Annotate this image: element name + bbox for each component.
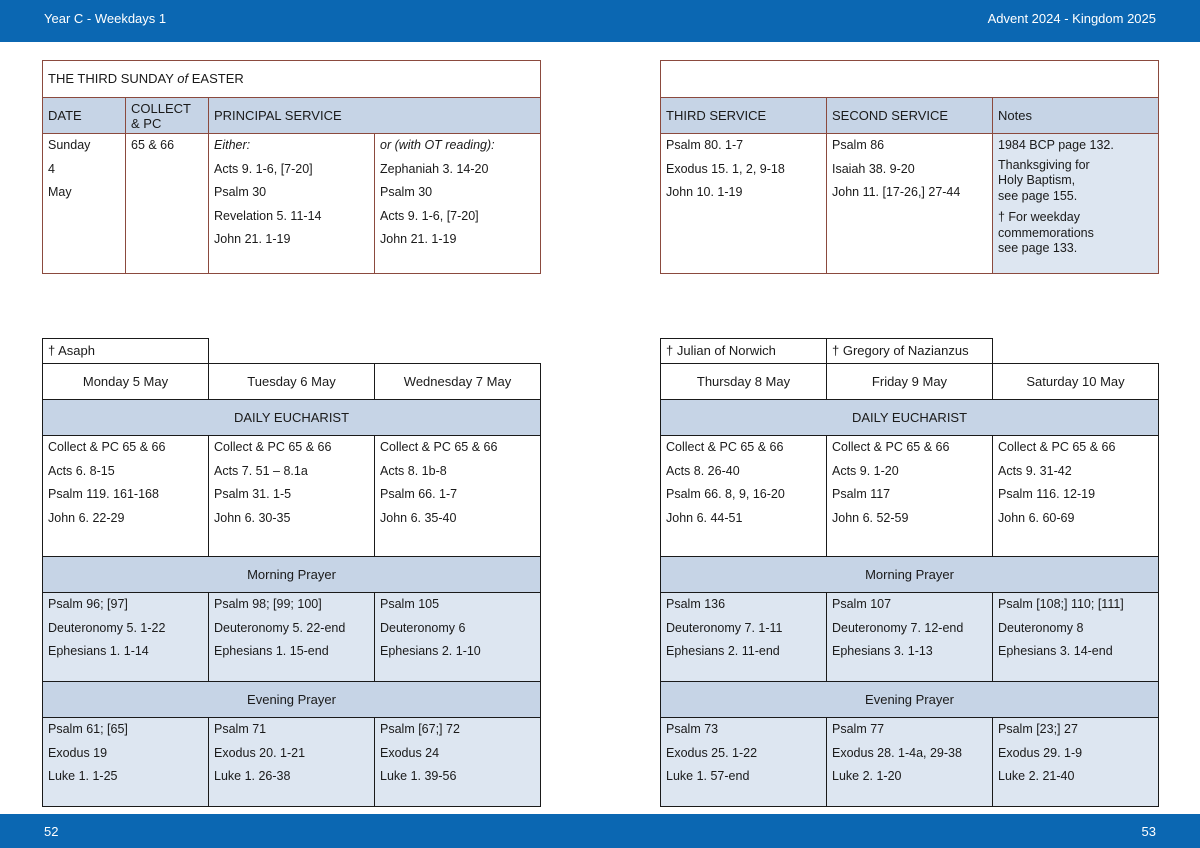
notes-cell [993,134,1159,274]
reading: Psalm 98; [99; 100] [214,597,322,611]
weekday-table-left [42,338,541,807]
reading: Acts 9. 1-6, [7-20] [380,208,479,223]
sunday-title: THE THIRD SUNDAY of EASTER [43,61,541,98]
eucharist-cell [827,436,993,557]
blank-title-row [661,61,1159,98]
reading: Psalm 105 [380,597,440,611]
eucharist-cell [375,436,541,557]
reading: Acts 6. 8-15 [48,463,115,478]
day-header: Monday 5 May [43,364,209,400]
or-label: or (with OT reading): [380,138,495,152]
either-label: Either: [214,138,251,152]
reading: Psalm 119. 161-168 [48,487,159,501]
reading: Psalm 77 [832,722,885,736]
commemoration-tag: † Asaph [43,339,209,364]
commemoration-tag: † Gregory of Nazianzus [827,339,993,364]
reading: Psalm 96; [97] [48,597,128,611]
reading: Collect & PC 65 & 66 [998,440,1116,454]
day-header: Wednesday 7 May [375,364,541,400]
reading: Psalm 66. 1-7 [380,487,458,501]
reading: Exodus 25. 1-22 [666,745,758,760]
reading: Ephesians 3. 1-13 [832,644,933,658]
reading: Exodus 20. 1-21 [214,745,306,760]
or-readings-cell [375,134,541,274]
reading: John 10. 1-19 [666,185,743,199]
header-right-title: Advent 2024 - Kingdom 2025 [987,11,1156,26]
reading: Psalm 117 [832,487,891,501]
reading: Exodus 24 [380,745,440,760]
morning-cell [827,593,993,682]
reading: John 6. 35-40 [380,510,457,525]
reading: Deuteronomy 7. 12-end [832,620,964,635]
reading: Psalm [23;] 27 [998,722,1078,736]
col-date-header: DATE [43,98,126,134]
eucharist-cell [209,436,375,557]
reading: Exodus 28. 1-4a, 29-38 [832,745,962,760]
reading: Ephesians 3. 14-end [998,644,1113,658]
reading: Psalm 30 [214,185,267,199]
reading: Luke 1. 39-56 [380,769,457,783]
reading: Acts 9. 31-42 [998,463,1072,478]
reading: Psalm 30 [380,185,433,199]
sunday-date-cell [43,134,126,274]
morning-prayer-header: Morning Prayer [661,557,1159,593]
evening-cell [827,718,993,807]
reading: Psalm 66. 8, 9, 16-20 [666,487,785,501]
reading: Acts 9. 1-6, [7-20] [214,161,313,176]
sunday-other-services-table [660,60,1159,274]
eucharist-cell [993,436,1159,557]
reading: Exodus 19 [48,745,108,760]
reading: Ephesians 2. 11-end [666,644,780,658]
evening-prayer-header: Evening Prayer [661,682,1159,718]
morning-cell [375,593,541,682]
reading: John 21. 1-19 [214,232,291,246]
reading: John 6. 44-51 [666,510,743,525]
sunday-principal-table [42,60,541,274]
page-number-right: 53 [1141,824,1156,839]
col-notes-header: Notes [993,98,1159,134]
reading: Luke 2. 1-20 [832,769,902,783]
reading: John 6. 52-59 [832,510,909,525]
evening-cell [993,718,1159,807]
commemoration-tag: † Julian of Norwich [661,339,827,364]
reading: Acts 9. 1-20 [832,463,899,478]
weekday-table-right [660,338,1159,807]
second-service-cell [827,134,993,274]
note-line: † For weekday [998,210,1080,224]
reading: Acts 7. 51 – 8.1a [214,463,308,478]
morning-cell [661,593,827,682]
day-header: Friday 9 May [827,364,993,400]
morning-cell [209,593,375,682]
day-header: Tuesday 6 May [209,364,375,400]
eucharist-cell [661,436,827,557]
reading: John 6. 60-69 [998,510,1075,525]
third-service-cell [661,134,827,274]
reading: Ephesians 1. 1-14 [48,644,149,658]
day-header: Saturday 10 May [993,364,1159,400]
reading: Psalm 136 [666,597,726,611]
sunday-collect-cell [126,134,209,274]
reading: John 6. 22-29 [48,510,125,525]
reading: Acts 8. 26-40 [666,463,740,478]
evening-prayer-header: Evening Prayer [43,682,541,718]
reading: Deuteronomy 8 [998,620,1084,635]
reading: Luke 1. 57-end [666,769,750,783]
reading: Ephesians 2. 1-10 [380,644,481,658]
page-number-left: 52 [44,824,59,839]
reading: John 6. 30-35 [214,510,291,525]
reading: Deuteronomy 7. 1-11 [666,620,783,635]
daily-eucharist-header: DAILY EUCHARIST [43,400,541,436]
reading: Deuteronomy 6 [380,620,466,635]
note-line: Holy Baptism, [998,173,1076,187]
note-line: 1984 BCP page 132. [998,138,1114,152]
evening-cell [209,718,375,807]
note-line: see page 133. [998,241,1078,255]
reading: Psalm 107 [832,597,892,611]
evening-cell [375,718,541,807]
date-line: Sunday [48,138,91,152]
reading: Ephesians 1. 15-end [214,644,329,658]
reading: Psalm 86 [832,138,885,152]
daily-eucharist-header: DAILY EUCHARIST [661,400,1159,436]
morning-prayer-header: Morning Prayer [43,557,541,593]
note-line: commemorations [998,225,1094,240]
reading: Psalm 71 [214,722,267,736]
page-footer-band [0,814,1200,848]
morning-cell [43,593,209,682]
reading: Luke 1. 26-38 [214,769,291,783]
reading: John 11. [17-26,] 27-44 [832,185,961,199]
either-readings-cell [209,134,375,274]
reading: Psalm 61; [65] [48,722,128,736]
reading: Collect & PC 65 & 66 [380,440,498,454]
reading: Luke 1. 1-25 [48,769,118,783]
morning-cell [993,593,1159,682]
reading: John 21. 1-19 [380,232,457,246]
reading: Collect & PC 65 & 66 [214,440,332,454]
reading: Isaiah 38. 9-20 [832,161,915,176]
col-collect-header: COLLECT & PC [126,98,209,134]
col-principal-header: PRINCIPAL SERVICE [209,98,541,134]
reading: Luke 2. 21-40 [998,769,1075,783]
evening-cell [43,718,209,807]
reading: Psalm [108;] 110; [111] [998,597,1124,611]
reading: Psalm 73 [666,722,719,736]
reading: Psalm 80. 1-7 [666,138,744,152]
date-line: May [48,185,72,199]
reading: Psalm 116. 12-19 [998,487,1096,501]
header-left-title: Year C - Weekdays 1 [44,11,167,26]
collect-value: 65 & 66 [131,138,175,152]
note-line: Thanksgiving for [998,157,1090,172]
reading: Revelation 5. 11-14 [214,208,322,223]
page-header-band [0,0,1200,42]
note-line: see page 155. [998,188,1078,203]
reading: Collect & PC 65 & 66 [666,440,784,454]
reading: Psalm 31. 1-5 [214,487,292,501]
reading: Exodus 15. 1, 2, 9-18 [666,161,785,176]
reading: Collect & PC 65 & 66 [48,440,166,454]
col-second-header: SECOND SERVICE [827,98,993,134]
reading: Exodus 29. 1-9 [998,745,1083,760]
reading: Zephaniah 3. 14-20 [380,161,489,176]
eucharist-cell [43,436,209,557]
date-line: 4 [48,161,55,176]
reading: Deuteronomy 5. 1-22 [48,620,166,635]
reading: Psalm [67;] 72 [380,722,460,736]
reading: Deuteronomy 5. 22-end [214,620,346,635]
reading: Acts 8. 1b-8 [380,463,447,478]
col-third-header: THIRD SERVICE [661,98,827,134]
evening-cell [661,718,827,807]
day-header: Thursday 8 May [661,364,827,400]
reading: Collect & PC 65 & 66 [832,440,950,454]
